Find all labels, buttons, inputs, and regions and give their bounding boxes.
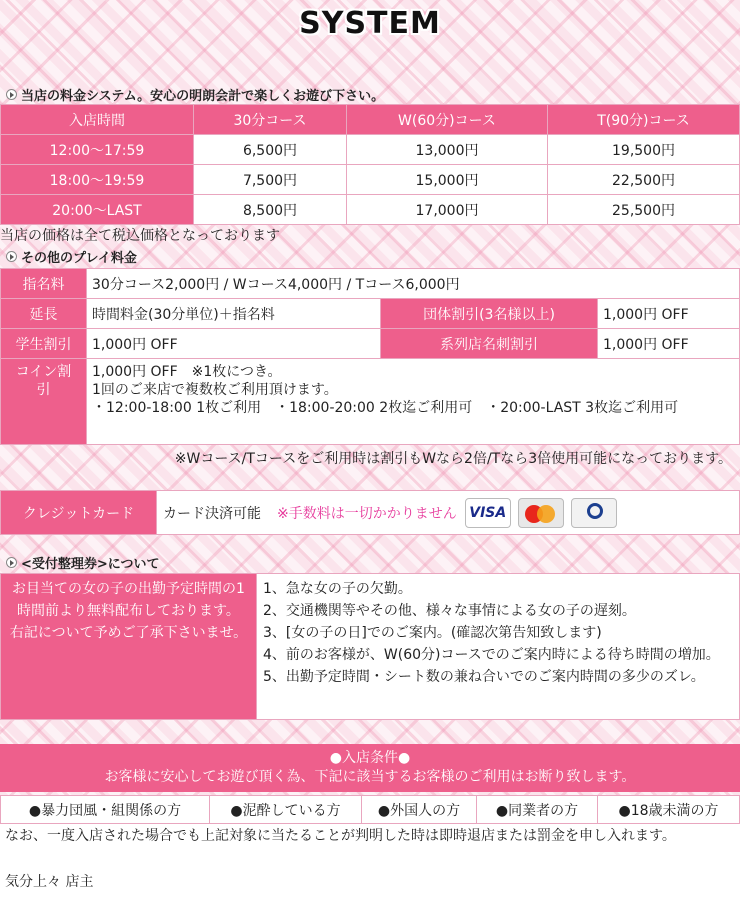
price-section-heading [0, 84, 740, 104]
table-row [1, 105, 740, 135]
header-cell: W(60分)コース [347, 105, 548, 135]
price-table [0, 104, 740, 225]
table-row [1, 165, 740, 195]
coin-line: ・12:00-18:00 1枚ご利用 ・18:00-20:00 2枚迄ご利用可 ・20:00-LAST 3枚迄ご利用可 [92, 400, 679, 416]
gakusei-label: 学生割引 [1, 329, 87, 359]
diners-club-icon [571, 498, 617, 528]
arrow-bullet-icon [6, 557, 17, 568]
table-row [1, 359, 740, 445]
keiretsu-label: 系列店名刺割引 [381, 329, 598, 359]
page-title: SYSTEM [299, 6, 441, 41]
table-row [1, 491, 740, 535]
credit-label: クレジットカード [1, 491, 157, 535]
table-row [1, 796, 740, 824]
credit-available: カード決済可能 [163, 505, 261, 522]
condition-item: ●同業者の方 [477, 796, 598, 824]
price-section-heading-text: 当店の料金システム。安心の明朗会計で楽しくお遊び下さい。 [21, 88, 385, 104]
arrow-bullet-icon [6, 251, 17, 262]
shimei-value: 30分コース2,000円 / Wコース4,000円 / Tコース6,000円 [87, 269, 740, 299]
keiretsu-value: 1,000円 OFF [598, 329, 740, 359]
shimei-label: 指名料 [1, 269, 87, 299]
discount-note: ※Wコース/Tコースをご利用時は割引もWなら2倍/Tなら3倍使用可能になっております。 [174, 451, 732, 467]
conditions-table [0, 795, 740, 824]
price-cell: 8,500円 [194, 195, 347, 225]
list-item: 4、前のお客様が、W(60分)コースでのご案内時による待ち時間の増加。 [263, 647, 720, 663]
condition-item: ●外国人の方 [362, 796, 477, 824]
table-row [1, 329, 740, 359]
list-item: 1、急な女の子の欠勤。 [263, 581, 412, 597]
table-row [1, 574, 740, 720]
other-section-heading [0, 246, 740, 266]
condition-item: ●18歳未満の方 [598, 796, 740, 824]
ticket-section-heading-text: <受付整理券>について [21, 556, 160, 572]
condition-item: ●泥酔している方 [210, 796, 362, 824]
header-cell: 30分コース [194, 105, 347, 135]
ticket-description: お目当ての女の子の出勤予定時間の1時間前より無料配布しております。 右記について予めご了承下さいませ。 [1, 574, 257, 720]
encho-label: 延長 [1, 299, 87, 329]
dantai-value: 1,000円 OFF [598, 299, 740, 329]
coin-label: コイン割引 [1, 359, 87, 445]
conditions-banner [0, 744, 740, 792]
coin-value [87, 359, 740, 445]
price-cell: 13,000円 [347, 135, 548, 165]
table-row [1, 299, 740, 329]
other-section-heading-text: その他のプレイ料金 [21, 250, 137, 266]
encho-value: 時間料金(30分単位)＋指名料 [87, 299, 381, 329]
header-cell: 入店時間 [1, 105, 194, 135]
price-cell: 25,500円 [548, 195, 740, 225]
price-cell: 6,500円 [194, 135, 347, 165]
conditions-footer: なお、一度入店された場合でも上記対象に当たることが判明した時は即時退店または罰金を申し入れます。 [5, 828, 676, 844]
gakusei-value: 1,000円 OFF [87, 329, 381, 359]
price-cell: 7,500円 [194, 165, 347, 195]
mastercard-icon [518, 498, 564, 528]
fee-note: ※手数料は一切かかりません [277, 505, 457, 522]
ticket-table [0, 573, 740, 720]
conditions-footer-box [0, 824, 740, 914]
visa-icon: VISA [465, 498, 511, 528]
price-cell: 22,500円 [548, 165, 740, 195]
ticket-section-heading [0, 552, 740, 572]
list-item: 2、交通機関等やその他、様々な事情による女の子の遅刻。 [263, 603, 636, 619]
conditions-subtitle: お客様に安心してお遊び頂く為、下記に該当するお客様のご利用はお断り致します。 [104, 769, 636, 785]
price-cell: 17,000円 [347, 195, 548, 225]
credit-info [157, 491, 740, 535]
price-cell: 15,000円 [347, 165, 548, 195]
signature: 気分上々 店主 [5, 874, 94, 890]
dantai-label: 団体割引(3名様以上) [381, 299, 598, 329]
tax-note: 当店の価格は全て税込価格となっております [0, 228, 280, 244]
list-item: 5、出勤予定時間・シート数の兼ね合いでのご案内時間の多少のズレ。 [263, 669, 705, 685]
table-row [1, 195, 740, 225]
time-cell: 20:00～LAST [1, 195, 194, 225]
header-cell: T(90分)コース [548, 105, 740, 135]
price-cell: 19,500円 [548, 135, 740, 165]
credit-table [0, 490, 740, 535]
other-fees-table [0, 268, 740, 445]
ticket-items [257, 574, 740, 720]
table-row [1, 269, 740, 299]
conditions-title: ●入店条件● [329, 750, 411, 766]
list-item: 3、[女の子の日]でのご案内。(確認次第告知致します) [263, 625, 602, 641]
table-row [1, 135, 740, 165]
coin-line: 1回のご来店で複数枚ご利用頂けます。 [92, 382, 338, 398]
time-cell: 12:00～17:59 [1, 135, 194, 165]
condition-item: ●暴力団風・組関係の方 [1, 796, 210, 824]
arrow-bullet-icon [6, 89, 17, 100]
time-cell: 18:00～19:59 [1, 165, 194, 195]
coin-line: 1,000円 OFF ※1枚につき。 [92, 364, 282, 380]
